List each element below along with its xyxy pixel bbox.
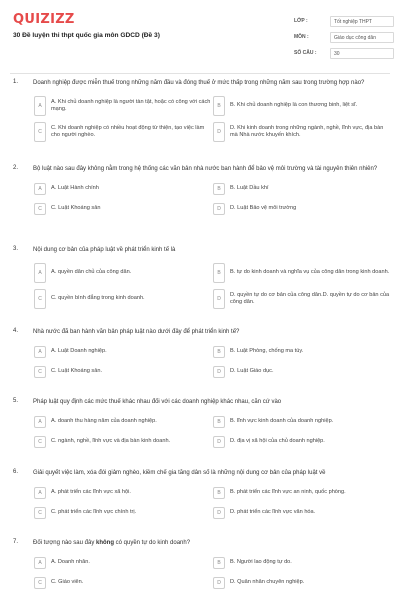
option-text: B. Luật Phòng, chống ma túy. bbox=[230, 348, 304, 355]
question-text-start: Đối tượng nào sau đây bbox=[33, 540, 96, 546]
meta-label: MÔN : bbox=[294, 34, 309, 40]
option-text: C. Luật Khoáng sản bbox=[51, 205, 101, 212]
option-d[interactable] bbox=[213, 289, 390, 309]
option-c[interactable] bbox=[34, 202, 211, 216]
option-letter: D bbox=[213, 507, 225, 519]
question-text: Giải quyết việc làm, xóa đói giảm nghèo, kiềm chế gia tăng dân số là những nội dung cơ bản của pháp luật về bbox=[33, 470, 326, 476]
option-text: B. Khi chủ doanh nghiệp là con thương binh, liệt sĩ. bbox=[230, 102, 358, 109]
option-c[interactable] bbox=[34, 289, 211, 309]
meta-panel bbox=[294, 14, 394, 62]
meta-value: 30 bbox=[330, 48, 394, 59]
question-number: 7. bbox=[13, 539, 19, 545]
option-text: B. lĩnh vực kinh doanh của doanh nghiệp. bbox=[230, 418, 334, 425]
question-number: 5. bbox=[13, 398, 19, 404]
option-c[interactable] bbox=[34, 365, 211, 379]
option-d[interactable] bbox=[213, 435, 390, 449]
option-letter: D bbox=[213, 203, 225, 215]
option-text: C. Giáo viên. bbox=[51, 579, 84, 586]
option-text: B. Người lao động tự do. bbox=[230, 559, 292, 566]
question-text: Doanh nghiệp được miễn thuế trong những năm đầu và đóng thuế ở mức thấp trong những năm sau trong trường hợp nào? bbox=[33, 80, 365, 86]
answer-options bbox=[34, 345, 400, 379]
option-b[interactable] bbox=[213, 182, 390, 196]
worksheet-header bbox=[0, 0, 400, 70]
option-letter: B bbox=[213, 96, 225, 116]
option-text: A. quyền dân chủ của công dân. bbox=[51, 269, 132, 276]
option-letter: A bbox=[34, 557, 46, 569]
option-letter: C bbox=[34, 507, 46, 519]
option-d[interactable] bbox=[213, 506, 390, 520]
meta-row-count bbox=[294, 46, 394, 60]
option-a[interactable] bbox=[34, 182, 211, 196]
question-text: Nội dung cơ bản của pháp luật về phát triển kinh tế là bbox=[33, 247, 176, 253]
option-letter: D bbox=[213, 436, 225, 448]
option-a[interactable] bbox=[34, 263, 211, 283]
option-b[interactable] bbox=[213, 486, 390, 500]
option-text: D. phát triển các lĩnh vực văn hóa. bbox=[230, 509, 316, 516]
option-c[interactable] bbox=[34, 506, 211, 520]
option-b[interactable] bbox=[213, 345, 390, 359]
option-letter: B bbox=[213, 487, 225, 499]
question-number: 4. bbox=[13, 328, 19, 334]
meta-value: Tốt nghiệp THPT bbox=[330, 16, 394, 27]
answer-options bbox=[34, 96, 400, 142]
option-letter: A bbox=[34, 263, 46, 283]
option-letter: A bbox=[34, 416, 46, 428]
option-c[interactable] bbox=[34, 435, 211, 449]
option-letter: C bbox=[34, 289, 46, 309]
option-b[interactable] bbox=[213, 96, 390, 116]
option-letter: A bbox=[34, 487, 46, 499]
question-number: 2. bbox=[13, 165, 19, 171]
option-text: D. Khi kinh doanh trong những ngành, nghề, lĩnh vực, địa bàn mà Nhà nước khuyến khích. bbox=[230, 124, 384, 138]
option-text: B. phát triển các lĩnh vực an ninh, quốc phòng. bbox=[230, 489, 346, 496]
option-text: D. Luật Bảo vệ môi trường bbox=[230, 205, 297, 212]
option-d[interactable] bbox=[213, 365, 390, 379]
option-text: A. Luật Hành chính bbox=[51, 185, 99, 192]
answer-options bbox=[34, 182, 400, 216]
option-letter: B bbox=[213, 346, 225, 358]
option-a[interactable] bbox=[34, 415, 211, 429]
option-text: A. Doanh nhân. bbox=[51, 559, 90, 566]
meta-label: LỚP : bbox=[294, 18, 308, 24]
option-letter: D bbox=[213, 577, 225, 589]
question-7 bbox=[0, 539, 400, 600]
option-letter: C bbox=[34, 436, 46, 448]
answer-options bbox=[34, 556, 400, 590]
option-letter: C bbox=[34, 577, 46, 589]
option-text: A. Khi chủ doanh nghiệp là người tàn tật, hoặc có công với cách mạng. bbox=[51, 98, 211, 112]
question-number: 6. bbox=[13, 469, 19, 475]
option-letter: D bbox=[213, 122, 225, 142]
question-text: Pháp luật quy định các mức thuế khác nhau đối với các doanh nghiệp khác nhau, căn cứ vào bbox=[33, 399, 282, 405]
header-divider bbox=[10, 73, 390, 74]
page-title: 30 Đề luyện thi thpt quốc gia môn GDCD (Đề 3) bbox=[13, 32, 160, 39]
option-text: C. Luật Khoáng sản. bbox=[51, 368, 103, 375]
question-6 bbox=[0, 469, 400, 539]
option-text: B. tự do kinh doanh và nghĩa vụ của công dân trong kinh doanh. bbox=[230, 269, 390, 276]
option-text: D. quyền tự do cơ bản của công dân.D. quyền tự do cơ bản của công dân. bbox=[230, 291, 390, 305]
question-list bbox=[0, 79, 400, 600]
option-a[interactable] bbox=[34, 345, 211, 359]
option-text: B. Luật Dầu khí bbox=[230, 185, 269, 192]
question-text bbox=[33, 539, 388, 547]
option-text: C. Khi doanh nghiệp có nhiều hoạt động từ thiện, tạo việc làm cho người nghèo. bbox=[51, 124, 205, 138]
question-4 bbox=[0, 328, 400, 398]
option-text: C. phát triển các lĩnh vực chính trị. bbox=[51, 509, 137, 516]
quizizz-logo: QUIZIZZ bbox=[13, 12, 75, 27]
meta-row-subject bbox=[294, 30, 394, 44]
option-letter: A bbox=[34, 183, 46, 195]
option-letter: B bbox=[213, 416, 225, 428]
option-text: A. Luật Doanh nghiệp. bbox=[51, 348, 107, 355]
option-letter: C bbox=[34, 366, 46, 378]
option-b[interactable] bbox=[213, 263, 390, 283]
option-letter: B bbox=[213, 263, 225, 283]
option-a[interactable] bbox=[34, 556, 211, 570]
option-letter: D bbox=[213, 366, 225, 378]
question-text-end: có quyền tự do kinh doanh? bbox=[114, 540, 191, 546]
option-c[interactable] bbox=[34, 576, 211, 590]
question-5 bbox=[0, 398, 400, 469]
option-letter: C bbox=[34, 203, 46, 215]
option-letter: C bbox=[34, 122, 46, 142]
question-3 bbox=[0, 246, 400, 328]
option-a[interactable] bbox=[34, 96, 211, 116]
option-text: A. phát triển các lĩnh vực xã hội. bbox=[51, 489, 131, 496]
option-letter: B bbox=[213, 557, 225, 569]
option-d[interactable] bbox=[213, 202, 390, 216]
question-2 bbox=[0, 165, 400, 246]
question-text-emphasis: không bbox=[96, 540, 114, 546]
option-text: A. doanh thu hàng năm của doanh nghiệp. bbox=[51, 418, 157, 425]
answer-options bbox=[34, 415, 400, 449]
question-number: 1. bbox=[13, 79, 19, 85]
question-text: Nhà nước đã ban hành văn bản pháp luật nào dưới đây để phát triển kinh tế? bbox=[33, 329, 240, 335]
option-b[interactable] bbox=[213, 415, 390, 429]
option-letter: D bbox=[213, 289, 225, 309]
option-text: D. Luật Giáo dục. bbox=[230, 368, 274, 375]
option-letter: A bbox=[34, 96, 46, 116]
question-1 bbox=[0, 79, 400, 165]
answer-options bbox=[34, 263, 400, 309]
option-text: D. Quân nhân chuyên nghiệp. bbox=[230, 579, 305, 586]
question-text: Bộ luật nào sau đây không nằm trong hệ thống các văn bản nhà nước ban hành để bảo vệ môi trường và tài nguyên thiên nhiên? bbox=[33, 166, 378, 172]
option-d[interactable] bbox=[213, 576, 390, 590]
meta-label: SỐ CÂU : bbox=[294, 50, 317, 56]
option-c[interactable] bbox=[34, 122, 211, 142]
meta-value: Giáo dục công dân bbox=[330, 32, 394, 43]
option-a[interactable] bbox=[34, 486, 211, 500]
option-text: D. địa vị xã hội của chủ doanh nghiệp. bbox=[230, 438, 325, 445]
answer-options bbox=[34, 486, 400, 520]
option-text: C. quyền bình đẳng trong kinh doanh. bbox=[51, 295, 145, 302]
question-number: 3. bbox=[13, 246, 19, 252]
option-text: C. ngành, nghề, lĩnh vực và địa bàn kinh doanh. bbox=[51, 438, 171, 445]
option-letter: A bbox=[34, 346, 46, 358]
option-b[interactable] bbox=[213, 556, 390, 570]
option-letter: B bbox=[213, 183, 225, 195]
meta-row-class bbox=[294, 14, 394, 28]
option-d[interactable] bbox=[213, 122, 390, 142]
